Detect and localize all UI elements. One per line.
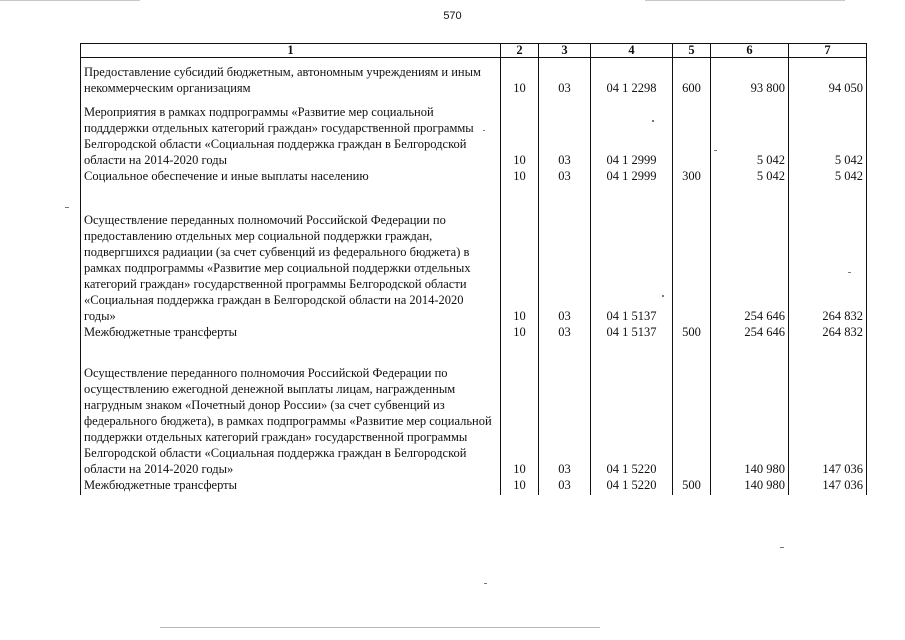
row-sum-col7: 147 036 (789, 344, 867, 477)
column-header-1: 1 (81, 44, 501, 58)
column-header-3: 3 (539, 44, 591, 58)
row-subsection: 03 (539, 96, 591, 168)
row-expense-type: 300 (673, 168, 711, 190)
row-sum-col6: 254 646 (711, 190, 789, 324)
scan-speck (848, 272, 851, 273)
column-header-7: 7 (789, 44, 867, 58)
budget-table (80, 43, 867, 495)
row-target-article: 04 1 5137 (591, 190, 673, 324)
row-sum-col6: 140 980 (711, 477, 789, 495)
scan-speck (65, 207, 69, 208)
row-section: 10 (501, 190, 539, 324)
row-sum-col6: 5 042 (711, 96, 789, 168)
row-subsection: 03 (539, 168, 591, 190)
row-sum-col6: 93 800 (711, 58, 789, 96)
row-target-article: 04 1 5220 (591, 477, 673, 495)
row-sum-col7: 94 050 (789, 58, 867, 96)
row-expense-type: 500 (673, 324, 711, 344)
scan-speck (652, 120, 654, 122)
row-target-article: 04 1 2298 (591, 58, 673, 96)
table-header-row (81, 44, 867, 58)
row-expense-type (673, 190, 711, 324)
row-target-article: 04 1 5220 (591, 344, 673, 477)
column-header-6: 6 (711, 44, 789, 58)
row-sum-col7: 264 832 (789, 190, 867, 324)
row-sum-col7: 5 042 (789, 168, 867, 190)
row-description: Осуществление переданных полномочий Российской Федерации по предоставлению отдельных мер социальной поддержки граждан, подвергшихся радиации (за счет субвенций из федерального бюджета) в рамках подпрограммы «Развитие мер социальной поддержки отдельных категорий граждан» государственной программы Белгородской области «Социальная поддержка граждан в Белгородской области на 2014-2020 годы» (81, 190, 501, 324)
row-expense-type (673, 96, 711, 168)
row-subsection: 03 (539, 477, 591, 495)
table-row (81, 344, 867, 477)
scan-speck (714, 150, 717, 151)
table-row (81, 96, 867, 168)
row-sum-col7: 147 036 (789, 477, 867, 495)
scan-speck (483, 130, 485, 131)
table-row (81, 168, 867, 190)
table-row (81, 58, 867, 96)
table-row (81, 190, 867, 324)
scan-top-rule-right (645, 0, 845, 1)
row-section: 10 (501, 96, 539, 168)
scan-bottom-rule (160, 627, 600, 628)
row-section: 10 (501, 58, 539, 96)
row-section: 10 (501, 344, 539, 477)
row-target-article: 04 1 5137 (591, 324, 673, 344)
row-sum-col7: 5 042 (789, 96, 867, 168)
row-subsection: 03 (539, 344, 591, 477)
row-description: Социальное обеспечение и иные выплаты населению (81, 168, 501, 190)
row-subsection: 03 (539, 58, 591, 96)
row-description: Межбюджетные трансферты (81, 477, 501, 495)
scan-speck (484, 583, 487, 584)
column-header-2: 2 (501, 44, 539, 58)
scan-speck (780, 547, 784, 548)
row-section: 10 (501, 168, 539, 190)
scan-speck (662, 295, 664, 297)
row-description: Межбюджетные трансферты (81, 324, 501, 344)
row-subsection: 03 (539, 324, 591, 344)
page-number: 570 (443, 10, 462, 22)
row-expense-type: 500 (673, 477, 711, 495)
row-target-article: 04 1 2999 (591, 168, 673, 190)
row-sum-col6: 5 042 (711, 168, 789, 190)
row-section: 10 (501, 477, 539, 495)
row-sum-col6: 140 980 (711, 344, 789, 477)
row-description: Мероприятия в рамках подпрограммы «Развитие мер социальной подддержки отдельных категорий граждан» государственной программы Белгородской области «Социальная поддержка граждан в Белгородской области на 2014-2020 годы (81, 96, 501, 168)
row-subsection: 03 (539, 190, 591, 324)
column-header-4: 4 (591, 44, 673, 58)
column-header-5: 5 (673, 44, 711, 58)
table-row (81, 324, 867, 344)
row-sum-col6: 254 646 (711, 324, 789, 344)
row-sum-col7: 264 832 (789, 324, 867, 344)
row-description: Осуществление переданного полномочия Российской Федерации по осуществлению ежегодной денежной выплаты лицам, награжденным нагрудным знаком «Почетный донор России» (за счет субвенций из федерального бюджета), в рамках подпрограммы «Развитие мер социальной поддержки отдельных категорий граждан» государственной программы Белгородской области «Социальная поддержка граждан в Белгородской области на 2014-2020 годы» (81, 344, 501, 477)
scan-top-rule-left (0, 0, 140, 1)
table-row (81, 477, 867, 495)
row-expense-type (673, 344, 711, 477)
row-expense-type: 600 (673, 58, 711, 96)
row-target-article: 04 1 2999 (591, 96, 673, 168)
row-description: Предоставление субсидий бюджетным, автономным учреждениям и иным некоммерческим организациям (81, 58, 501, 96)
row-section: 10 (501, 324, 539, 344)
